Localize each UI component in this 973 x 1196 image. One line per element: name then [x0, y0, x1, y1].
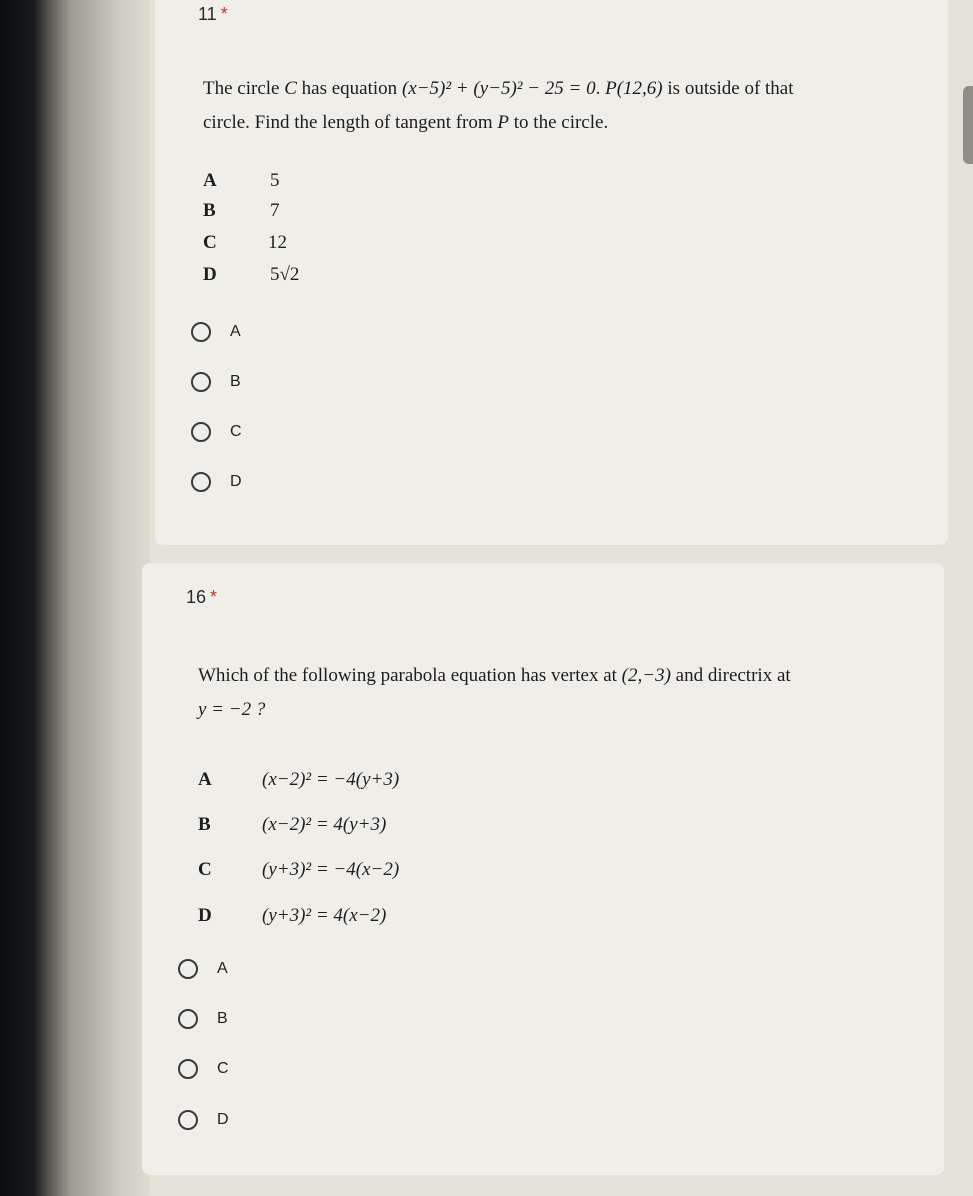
question-number-text: 11	[198, 4, 217, 24]
option-letter: A	[203, 170, 217, 191]
stem-text: circle. Find the length of tangent from	[203, 112, 498, 133]
question-card-16	[142, 563, 944, 1175]
stem-text: has equation	[296, 78, 402, 99]
choice-label: C	[217, 1060, 229, 1077]
option-value: 12	[268, 232, 287, 253]
question-number	[186, 587, 217, 608]
choice-c[interactable]	[191, 422, 242, 442]
option-letter: A	[198, 769, 212, 790]
circle-equation: (x−5)² + (y−5)² − 25 = 0	[401, 78, 596, 99]
choice-a[interactable]	[178, 959, 228, 979]
radio-button[interactable]	[178, 1009, 198, 1029]
option-value: (x−2)² = −4(y+3)	[262, 769, 400, 790]
choice-label: B	[230, 373, 241, 390]
radio-button[interactable]	[191, 372, 211, 392]
option-value: 7	[270, 200, 280, 221]
stem-text: The circle	[203, 78, 285, 99]
required-asterisk: *	[220, 4, 228, 24]
option-letter: D	[203, 264, 217, 285]
background-left-edge	[0, 0, 150, 1196]
choice-c[interactable]	[178, 1059, 229, 1079]
choice-label: A	[230, 323, 241, 340]
stem-text: Which of the following parabola equation has vertex at	[198, 665, 622, 686]
stem-text: is outside of that	[662, 78, 794, 99]
choice-d[interactable]	[191, 472, 242, 492]
question-stem	[198, 659, 938, 727]
option-letter: C	[203, 232, 217, 253]
question-number-text: 16	[186, 587, 207, 607]
stem-variable: C	[284, 78, 297, 99]
option-letter: C	[198, 859, 212, 880]
option-letter: B	[198, 814, 211, 835]
question-card-11	[155, 0, 948, 545]
option-value: (y+3)² = 4(x−2)	[262, 905, 387, 926]
vertex-point: (2,−3)	[621, 665, 671, 686]
radio-button[interactable]	[178, 959, 198, 979]
choice-label: B	[217, 1010, 228, 1027]
choice-label: D	[217, 1111, 229, 1128]
choice-label: D	[230, 473, 242, 490]
choice-a[interactable]	[191, 322, 241, 342]
option-value: 5	[270, 170, 280, 191]
question-number	[198, 4, 228, 25]
radio-button[interactable]	[191, 422, 211, 442]
question-stem: The circle C has equation (x−5)² + (y−5)² − 25 = 0. P(12,6) is outside of that circle. Find the length of tangent from P to the circle.	[203, 78, 794, 133]
choice-label: C	[230, 423, 242, 440]
stem-variable: P	[497, 112, 510, 133]
required-asterisk: *	[210, 587, 218, 607]
stem-text: to the circle.	[509, 112, 609, 133]
option-letter: B	[203, 200, 216, 221]
point-p: P(12,6)	[605, 78, 663, 99]
choice-b[interactable]	[191, 372, 241, 392]
choice-d[interactable]	[178, 1110, 229, 1130]
radio-button[interactable]	[191, 472, 211, 492]
choice-b[interactable]	[178, 1009, 228, 1029]
stem-text: and directrix at	[670, 665, 791, 686]
option-value: (y+3)² = −4(x−2)	[262, 859, 400, 880]
directrix-equation: y = −2 ?	[198, 699, 266, 720]
option-value: 5√2	[270, 264, 300, 285]
option-value: (x−2)² = 4(y+3)	[262, 814, 387, 835]
option-letter: D	[198, 905, 212, 926]
choice-label: A	[217, 960, 228, 977]
radio-button[interactable]	[191, 322, 211, 342]
scroll-handle[interactable]	[963, 86, 973, 164]
radio-button[interactable]	[178, 1059, 198, 1079]
radio-button[interactable]	[178, 1110, 198, 1130]
